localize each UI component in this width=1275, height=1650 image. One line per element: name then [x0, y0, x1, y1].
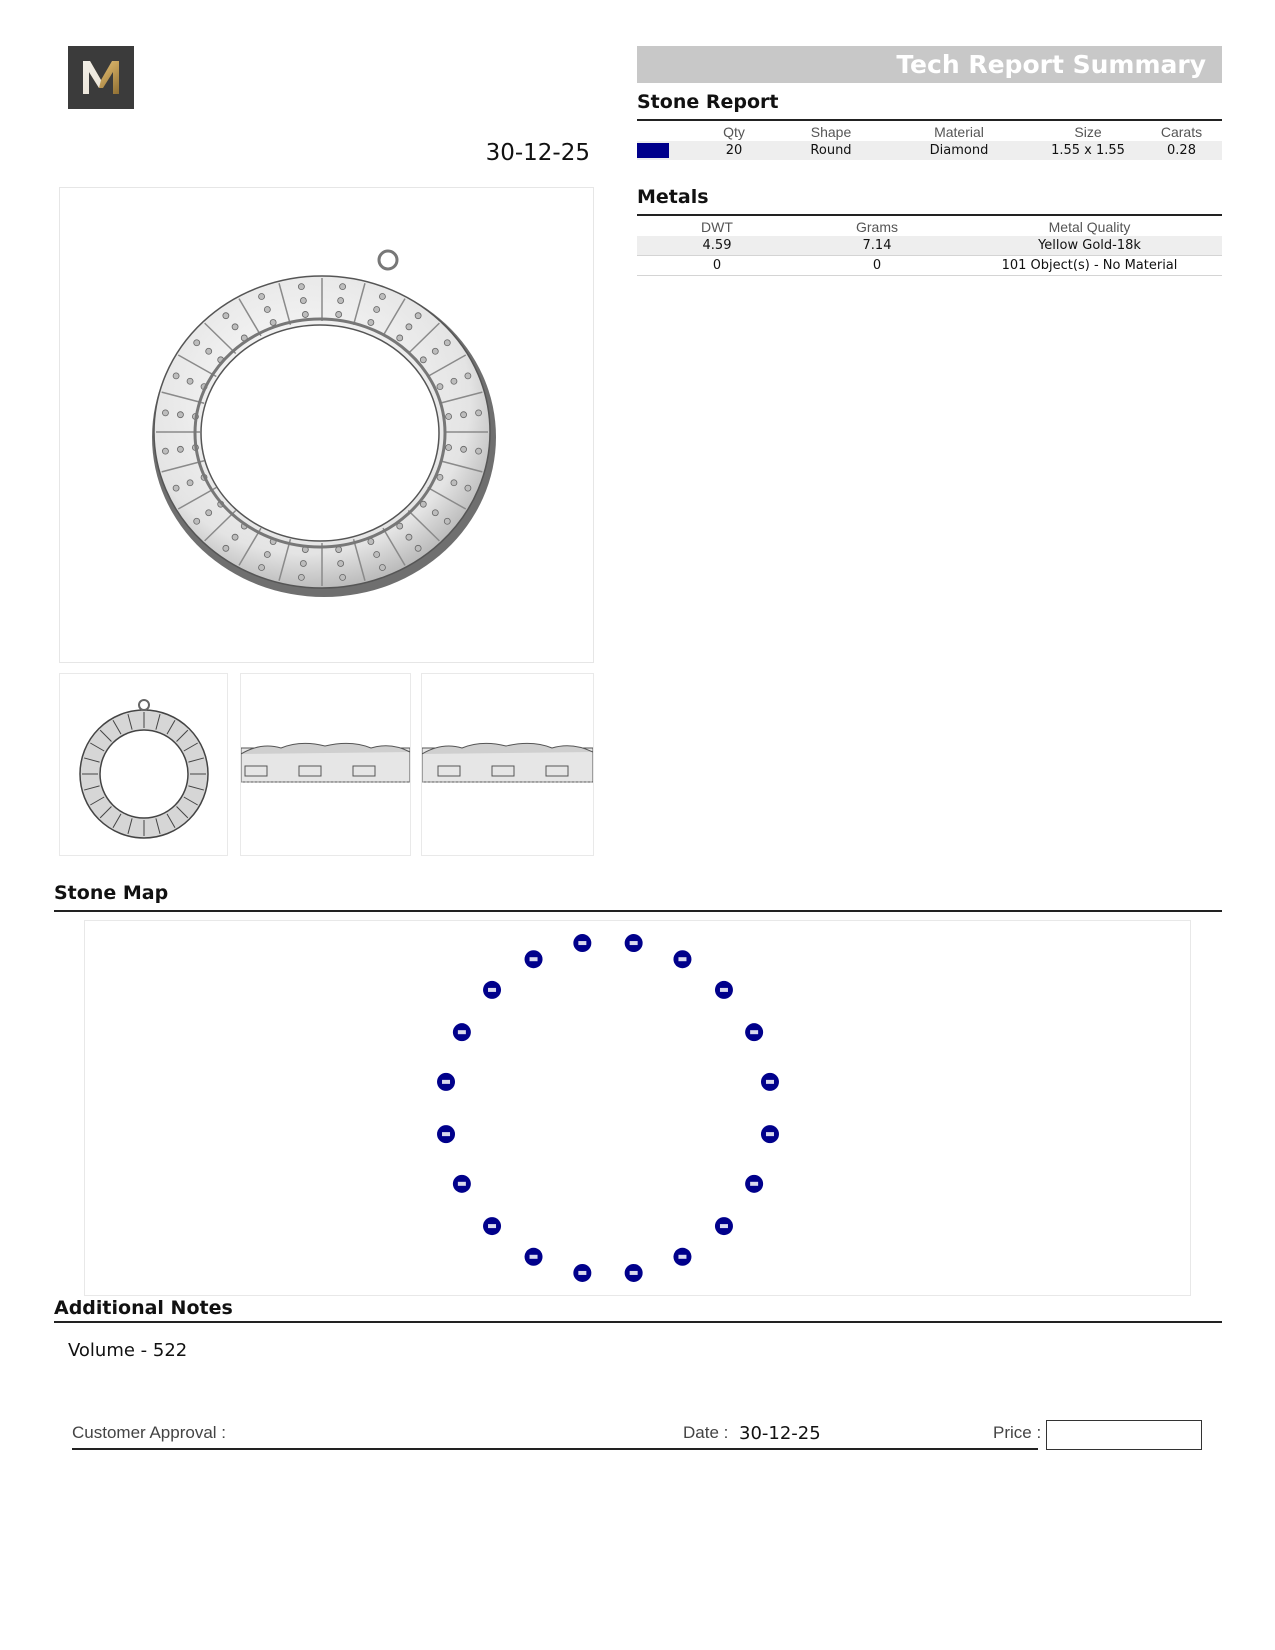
stone-map-rule: [54, 910, 1222, 912]
table-row: [637, 256, 1222, 276]
stone-marker: [673, 1248, 691, 1266]
stone-color-swatch: [637, 141, 689, 160]
stone-marker: [525, 1248, 543, 1266]
grams-header: Grams: [856, 218, 898, 235]
report-title-bar: [637, 46, 1222, 83]
metals-table: [637, 217, 1222, 276]
carats-header: Carats: [1160, 123, 1203, 140]
additional-notes-rule: [54, 1321, 1222, 1323]
stone-marker: [745, 1023, 763, 1041]
report-date: 30-12-25: [485, 140, 590, 166]
thumbnail-front-image: [60, 674, 227, 855]
stone-marker: [525, 950, 543, 968]
report-title: Tech Report Summary: [896, 50, 1206, 79]
stone-report-table: [637, 122, 1222, 160]
stone-marker: [761, 1125, 779, 1143]
metal-dwt: 4.59: [637, 236, 797, 256]
additional-notes-heading: Additional Notes: [54, 1297, 233, 1319]
customer-approval-line[interactable]: [72, 1448, 1038, 1450]
stone-marker: [625, 1264, 643, 1282]
metal-grams: 0: [797, 256, 957, 276]
stone-report-rule: [637, 119, 1222, 121]
stone-color-header: [637, 122, 689, 141]
price-label: Price :: [993, 1423, 1042, 1442]
qty-header: Qty: [723, 123, 745, 140]
stone-marker: [437, 1125, 455, 1143]
stone-marker: [715, 1217, 733, 1235]
stone-size: 1.55 x 1.55: [1035, 141, 1141, 160]
stone-marker: [437, 1073, 455, 1091]
approval-date-label: Date :: [683, 1423, 729, 1442]
metal-grams: 7.14: [797, 236, 957, 256]
metal-quality: 101 Object(s) - No Material: [957, 256, 1222, 276]
stone-qty: 20: [689, 141, 779, 160]
metals-rule: [637, 214, 1222, 216]
thumbnail-side-1-image: [241, 674, 410, 855]
thumbnail-side-2-image: [422, 674, 593, 855]
thumbnail-side-1[interactable]: [240, 673, 411, 856]
thumbnail-side-2[interactable]: [421, 673, 594, 856]
metal-dwt: 0: [637, 256, 797, 276]
stone-carats: 0.28: [1141, 141, 1222, 160]
metal-quality: Yellow Gold-18k: [957, 236, 1222, 256]
stone-report-header-row: [637, 122, 1222, 141]
stone-marker: [483, 981, 501, 999]
stone-map-heading: Stone Map: [54, 882, 169, 904]
material-header: Material: [934, 123, 984, 140]
approval-date-value: 30-12-25: [739, 1423, 821, 1444]
metals-header-row: [637, 217, 1222, 236]
stone-marker: [453, 1023, 471, 1041]
stone-report-heading: Stone Report: [637, 91, 779, 113]
pendant-render-image: [60, 188, 593, 662]
thumbnail-front[interactable]: [59, 673, 228, 856]
stone-marker: [573, 934, 591, 952]
stone-marker: [715, 981, 733, 999]
metals-heading: Metals: [637, 186, 709, 208]
main-render-view: [59, 187, 594, 663]
stone-marker: [625, 934, 643, 952]
stone-marker: [673, 950, 691, 968]
price-field[interactable]: [1046, 1420, 1202, 1450]
stone-marker: [453, 1175, 471, 1193]
stone-map-panel: [84, 920, 1191, 1296]
stone-map-diagram: [85, 921, 1190, 1295]
table-row: [637, 141, 1222, 160]
table-row: [637, 236, 1222, 256]
customer-approval-label: Customer Approval :: [72, 1423, 227, 1442]
company-logo: [68, 46, 134, 109]
stone-material: Diamond: [883, 141, 1035, 160]
metal-quality-header: Metal Quality: [1048, 218, 1131, 235]
notes-text: Volume - 522: [68, 1340, 188, 1361]
stone-marker: [573, 1264, 591, 1282]
shape-header: Shape: [810, 123, 852, 140]
dwt-header: DWT: [701, 218, 733, 235]
stone-marker: [483, 1217, 501, 1235]
stone-marker: [761, 1073, 779, 1091]
logo-m-icon: [68, 46, 134, 109]
stone-marker: [745, 1175, 763, 1193]
stone-shape: Round: [779, 141, 883, 160]
size-header: Size: [1074, 123, 1102, 140]
